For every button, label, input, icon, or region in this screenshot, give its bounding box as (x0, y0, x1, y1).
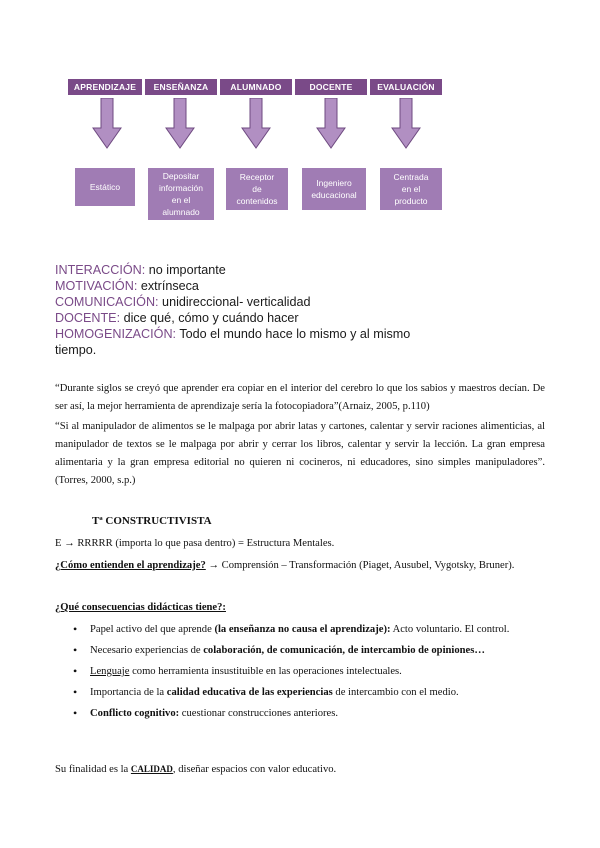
header-evaluacion: EVALUACIÓN (370, 79, 442, 95)
section-title: Tª CONSTRUCTIVISTA (92, 515, 212, 527)
summary-key: DOCENTE: (55, 311, 121, 325)
down-arrow-icon (241, 98, 271, 150)
summary-key: INTERACCIÓN: (55, 263, 146, 277)
summary-value: dice qué, cómo y cuándo hacer (120, 311, 299, 325)
box-estatico: Estático (75, 168, 135, 206)
list-item: • Necesario experiencias de colaboración, de comunicación, de intercambio de opiniones… (60, 643, 540, 658)
summary-value: extrínseca (137, 279, 199, 293)
final-line: Su finalidad es la CALIDAD, diseñar espacios con valor educativo. (55, 764, 337, 775)
summary-value: tiempo. (55, 343, 97, 357)
summary-value: unidireccional- verticalidad (158, 295, 311, 309)
list-item: • Conflicto cognitivo: cuestionar construcciones anteriores. (60, 706, 540, 721)
question-consecuencias: ¿Qué consecuencias didácticas tiene?: (55, 602, 226, 613)
quote-torres: “Si al manipulador de alimentos se le malpaga por abrir latas y cartones, calentar y servir raciones alimenticias, al manipulador de textos se le malpaga por abrir y cerrar los libros, calentar y servir la lección. La gran empresa alimentaria y la gran empresa editorial no quieren ni cocineros, ni educadores, sino simples manipuladores”. (Torres, 2000, s.p.) (55, 421, 545, 486)
header-aprendizaje: APRENDIZAJE (68, 79, 142, 95)
box-ingeniero: Ingeniero educacional (302, 168, 366, 210)
answer-text: → Comprensión – Transformación (Piaget, Ausubel, Vygotsky, Bruner). (205, 560, 515, 571)
quote-arnaiz: “Durante siglos se creyó que aprender era copiar en el interior del cerebro lo que los sabios y maestros decían. De ser así, la mejor herramienta de aprendizaje sería la fotocopiadora”(Arnaiz, 2005, p.110) (55, 383, 545, 412)
down-arrow-icon (92, 98, 122, 150)
header-docente: DOCENTE (295, 79, 367, 95)
down-arrow-icon (316, 98, 346, 150)
bullet-list (60, 622, 540, 727)
summary-line (55, 326, 410, 342)
list-item: • Lenguaje como herramienta insustituible en las operaciones intelectuales. (60, 664, 540, 679)
header-alumnado: ALUMNADO (220, 79, 292, 95)
summary-line (55, 342, 96, 358)
down-arrow-icon (165, 98, 195, 150)
summary-value: Todo el mundo hace lo mismo y al mismo (176, 327, 411, 341)
summary-key: MOTIVACIÓN: (55, 279, 138, 293)
question-text: ¿Cómo entienden el aprendizaje? (55, 560, 206, 571)
summary-key: HOMOGENIZACIÓN: (55, 327, 177, 341)
summary-line (55, 278, 199, 294)
calidad-keyword: CALIDAD (130, 764, 173, 774)
summary-line (55, 310, 299, 326)
box-depositar: Depositar información en el alumnado (148, 168, 214, 220)
list-item: • Papel activo del que aprende (la enseñanza no causa el aprendizaje): Acto voluntario. El control. (60, 622, 540, 637)
summary-line (55, 294, 310, 310)
summary-value: no importante (145, 263, 226, 277)
stimulus-response-line: E → RRRRR (importa lo que pasa dentro) = Estructura Mentales. (55, 538, 335, 549)
question-aprendizaje (55, 557, 545, 575)
box-centrada: Centrada en el producto (380, 168, 442, 210)
header-ensenanza: ENSEÑANZA (145, 79, 217, 95)
down-arrow-icon (391, 98, 421, 150)
box-receptor: Receptor de contenidos (226, 168, 288, 210)
list-item: • Importancia de la calidad educativa de las experiencias de intercambio con el medio. (60, 685, 540, 700)
summary-key: COMUNICACIÓN: (55, 295, 159, 309)
summary-line (55, 262, 226, 278)
